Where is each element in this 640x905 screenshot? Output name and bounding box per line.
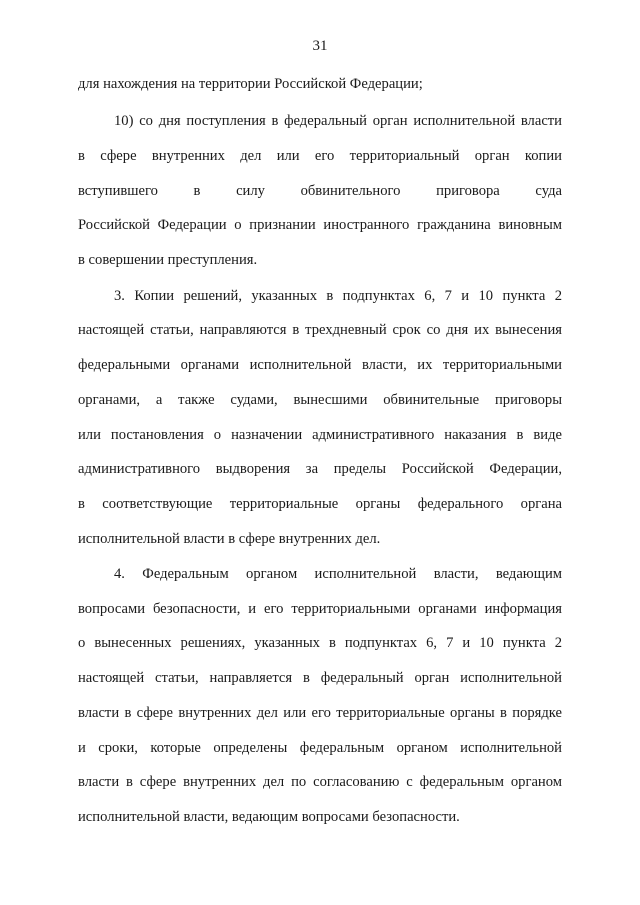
text-line: органами, а также судами, вынесшими обвинительные приговоры	[78, 392, 562, 408]
text-line: исполнительной власти в сфере внутренних дел.	[78, 531, 381, 547]
text-line: федеральными органами исполнительной власти, их территориальными	[78, 357, 562, 373]
text-line: для нахождения на территории Российской Федерации;	[78, 76, 423, 92]
page-number: 31	[312, 38, 328, 54]
text-line: настоящей статьи, направляется в федеральный орган исполнительной	[78, 670, 562, 686]
text-line: вступившего в силу обвинительного приговора суда	[78, 183, 562, 199]
text-line: настоящей статьи, направляются в трехдневный срок со дня их вынесения	[78, 322, 562, 338]
text-line: в соответствующие территориальные органы федерального органа	[78, 496, 562, 512]
text-line: и сроки, которые определены федеральным органом исполнительной	[78, 740, 562, 756]
text-line: 3. Копии решений, указанных в подпунктах 6, 7 и 10 пункта 2	[114, 288, 562, 304]
text-line: 4. Федеральным органом исполнительной власти, ведающим	[114, 566, 562, 582]
text-line: власти в сфере внутренних дел по согласованию с федеральным органом	[78, 774, 562, 790]
text-line: в совершении преступления.	[78, 252, 258, 268]
text-line: исполнительной власти, ведающим вопросами безопасности.	[78, 809, 460, 825]
text-line: о вынесенных решениях, указанных в подпунктах 6, 7 и 10 пункта 2	[78, 635, 562, 651]
text-line: 10) со дня поступления в федеральный орган исполнительной власти	[114, 113, 562, 129]
text-line: административного выдворения за пределы Российской Федерации,	[78, 461, 562, 477]
text-line: или постановления о назначении административного наказания в виде	[78, 427, 562, 443]
text-line: власти в сфере внутренних дел или его территориальные органы в порядке	[78, 705, 562, 721]
text-line: Российской Федерации о признании иностранного гражданина виновным	[78, 217, 562, 233]
text-line: в сфере внутренних дел или его территориальный орган копии	[78, 148, 562, 164]
text-line: вопросами безопасности, и его территориальными органами информация	[78, 601, 562, 617]
